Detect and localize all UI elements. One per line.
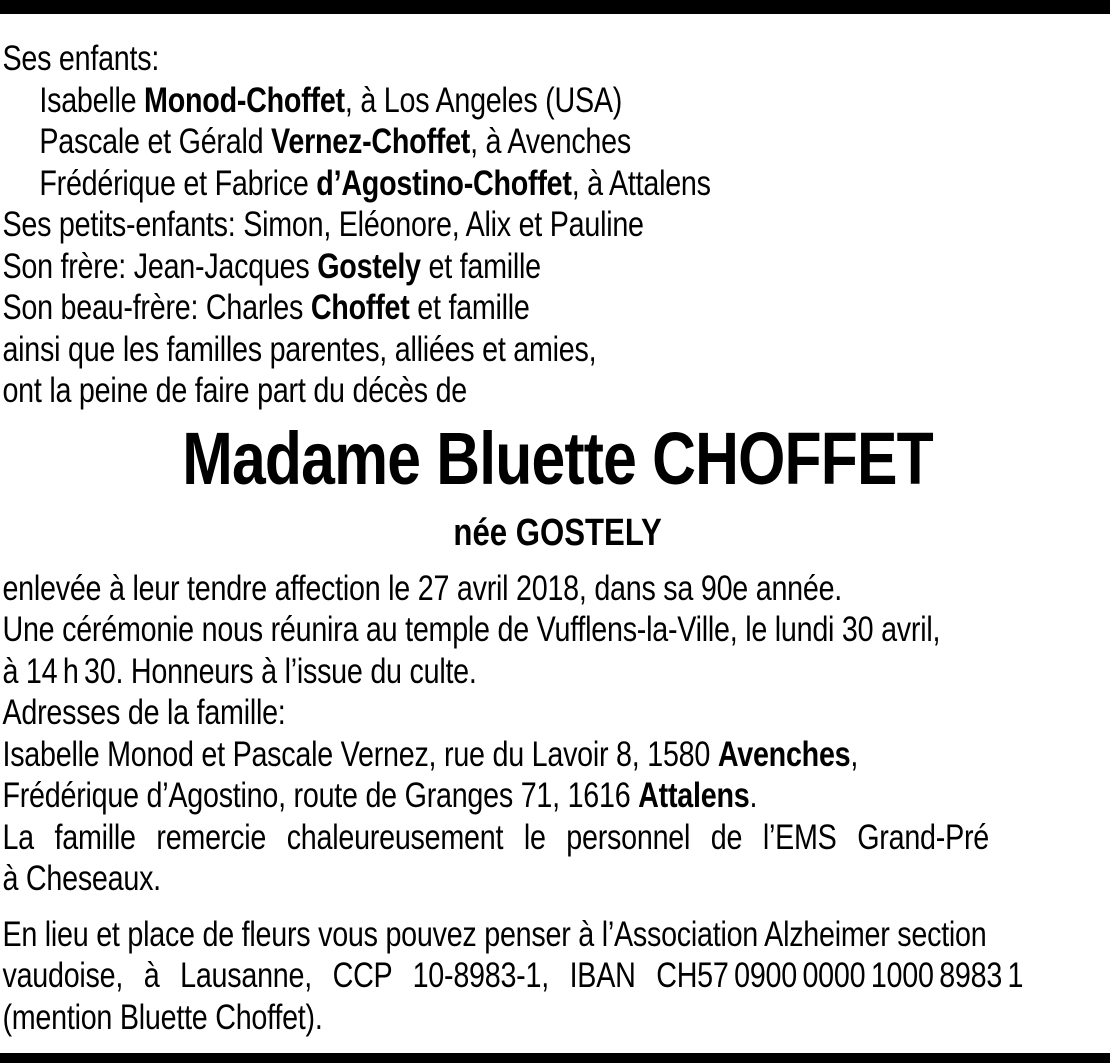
text-line: Frédérique d’Agostino, route de Granges 71, 1616 Attalens. bbox=[2, 776, 758, 815]
text-line: Ses enfants: bbox=[2, 39, 160, 78]
details-block bbox=[2, 568, 1110, 900]
intro-block bbox=[2, 38, 1110, 412]
deceased-name-title: Madame Bluette CHOFFET bbox=[182, 416, 933, 500]
text-line: Isabelle Monod-Choffet, à Los Angeles (USA) bbox=[39, 80, 623, 120]
text-line: Ses petits-enfants: Simon, Eléonore, Alix et Pauline bbox=[2, 205, 644, 244]
text-line: à Cheseaux. bbox=[2, 859, 161, 898]
donation-block bbox=[2, 914, 1110, 1039]
text-line: ont la peine de faire part du décès de bbox=[2, 371, 468, 410]
text-line: En lieu et place de fleurs vous pouvez penser à l’Association Alzheimer section bbox=[2, 914, 987, 954]
text-line: (mention Bluette Choffet). bbox=[2, 997, 323, 1037]
text-line: Adresses de la famille: bbox=[2, 693, 286, 732]
text-line: vaudoise, à Lausanne, CCP 10-8983-1, IBAN CH57 0900 0000 1000 8983 1 bbox=[2, 956, 1024, 995]
text-line: Pascale et Gérald Vernez-Choffet, à Avenches bbox=[39, 122, 631, 161]
text-line: enlevée à leur tendre affection le 27 avril 2018, dans sa 90e année. bbox=[2, 568, 843, 608]
text-line: La famille remercie chaleureusement le personnel de l’EMS Grand-Pré bbox=[2, 817, 989, 857]
maiden-name-subtitle: née GOSTELY bbox=[453, 511, 662, 554]
text-line: Son beau-frère: Charles Choffet et famille bbox=[2, 288, 530, 327]
text-line: Isabelle Monod et Pascale Vernez, rue du Lavoir 8, 1580 Avenches, bbox=[2, 734, 859, 774]
text-line: à 14 h 30. Honneurs à l’issue du culte. bbox=[2, 651, 477, 691]
text-line: Son frère: Jean-Jacques Gostely et famille bbox=[2, 246, 541, 286]
bottom-rule bbox=[0, 1053, 1110, 1063]
text-line: ainsi que les familles parentes, alliées et amies, bbox=[2, 329, 597, 369]
text-line: Frédérique et Fabrice d’Agostino-Choffet, à Attalens bbox=[39, 163, 711, 203]
text-line: Une cérémonie nous réunira au temple de Vufflens-la-Ville, le lundi 30 avril, bbox=[2, 610, 941, 649]
